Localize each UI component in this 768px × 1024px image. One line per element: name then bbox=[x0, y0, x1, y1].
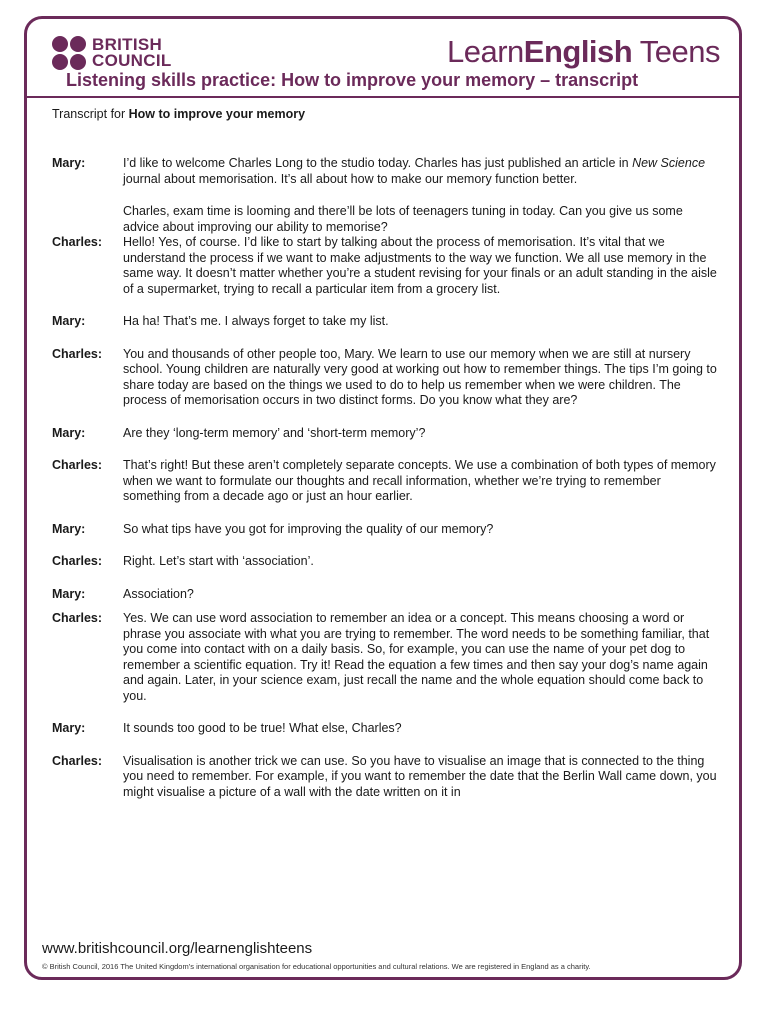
speaker-name: Mary: bbox=[52, 586, 86, 601]
transcript-turn bbox=[52, 458, 717, 505]
learnenglish-teens-logo: LearnEnglish Teens bbox=[446, 34, 720, 69]
speech-text: Yes. We can use word association to remember an idea or a concept. This means choosing a word or phrase you associate with what you are trying to remember. The word needs to be something familiar, that you come into contact with on a daily basis. So, for example, you can use the name of your pet dog to remember a scientific equation. Try it! Read the equation a few times and then say your dog’s name again and again. Later, in your science exam, just recall the name and the whole equation should come back to you. bbox=[123, 611, 710, 703]
speech-text: So what tips have you got for improving the quality of our memory? bbox=[123, 521, 494, 536]
speaker-name: Mary: bbox=[52, 521, 86, 536]
transcript-turn bbox=[52, 204, 717, 235]
speech-text: Are they ‘long-term memory’ and ‘short-term memory’? bbox=[123, 425, 426, 440]
speaker-name: Charles: bbox=[52, 346, 103, 361]
speech-text: Visualisation is another trick we can use. So you have to visualise an image that is connected to the thing you need to remember. For example, if you want to remember the date that the Berlin Wall came down, you might visualise a picture of a wall with the date written on it in bbox=[123, 753, 717, 799]
transcript-turn bbox=[52, 314, 717, 330]
speech-text: Charles, exam time is looming and there’ll be lots of teenagers tuning in today. Can you give us some advice about improving our ability to memorise? bbox=[123, 204, 683, 234]
bc-logo-line2: COUNCIL bbox=[92, 51, 172, 70]
footer-legal: © British Council, 2016 The United Kingdom’s international organisation for educational opportunities and cultural relations. We are registered in England as a charity. bbox=[42, 962, 591, 971]
transcript-turn bbox=[52, 156, 717, 187]
british-council-dots-icon bbox=[52, 36, 86, 70]
speaker-name: Charles: bbox=[52, 235, 103, 249]
page-title: Listening skills practice: How to improve your memory – transcript bbox=[66, 70, 639, 90]
transcript-turn bbox=[52, 522, 717, 538]
speech-text: Hello! Yes, of course. I’d like to start by talking about the process of memorisation. It’s vital that we understand the process if we want to make adjustments to the way we function. We all use memory in the same way. It doesn’t matter whether you’re a student revising for your finals or an adult standing in the aisle of a supermarket, trying to recall a particular item from a grocery list. bbox=[123, 235, 717, 296]
speech-text: It sounds too good to be true! What else, Charles? bbox=[123, 721, 402, 735]
transcript-turn bbox=[52, 587, 717, 603]
speech-text: I’d like to welcome Charles Long to the studio today. Charles has just published an article in New Science journal about memorisation. It’s all about how to make our memory function better. bbox=[123, 156, 706, 186]
title-divider bbox=[27, 96, 739, 98]
transcript-body bbox=[52, 156, 717, 920]
transcript-turn bbox=[52, 347, 717, 409]
transcript-turn bbox=[52, 754, 717, 801]
speech-text: You and thousands of other people too, Mary. We learn to use our memory when we are still at nursery school. Young children are naturally very good at working out how to remember things. The tips I’m going to share today are based on the things we used to do to help us remember when we were children. The process of memorisation occurs in two distinct forms. Do you know what they are? bbox=[123, 346, 717, 407]
speech-text: Ha ha! That’s me. I always forget to take my list. bbox=[123, 314, 389, 328]
speaker-name: Charles: bbox=[52, 753, 103, 768]
speech-text: Association? bbox=[123, 586, 194, 601]
british-council-logo bbox=[52, 36, 172, 70]
transcript-turn bbox=[52, 721, 717, 737]
speaker-name: Mary: bbox=[52, 721, 86, 735]
speaker-name: Mary: bbox=[52, 156, 86, 170]
bc-logo-line1: BRITISH bbox=[92, 35, 163, 54]
speaker-name: Charles: bbox=[52, 458, 103, 472]
speech-text: Right. Let’s start with ‘association’. bbox=[123, 554, 314, 568]
speech-text: That’s right! But these aren’t completely separate concepts. We use a combination of both types of memory when we want to formulate our thoughts and recall information, whether we’re trying to remember something from a decade ago or just an hour earlier. bbox=[123, 458, 716, 503]
transcript-turn bbox=[52, 554, 717, 570]
page-header bbox=[0, 0, 768, 100]
footer-url[interactable]: www.britishcouncil.org/learnenglishteens bbox=[42, 940, 313, 957]
speaker-name: Charles: bbox=[52, 554, 103, 568]
transcript-turn bbox=[52, 235, 717, 297]
transcript-turn bbox=[52, 611, 717, 704]
transcript-turn bbox=[52, 426, 717, 442]
transcript-subtitle: Transcript for How to improve your memory bbox=[52, 107, 306, 121]
speaker-name: Mary: bbox=[52, 425, 86, 440]
speaker-name: Mary: bbox=[52, 314, 86, 328]
speaker-name: Charles: bbox=[52, 611, 103, 625]
